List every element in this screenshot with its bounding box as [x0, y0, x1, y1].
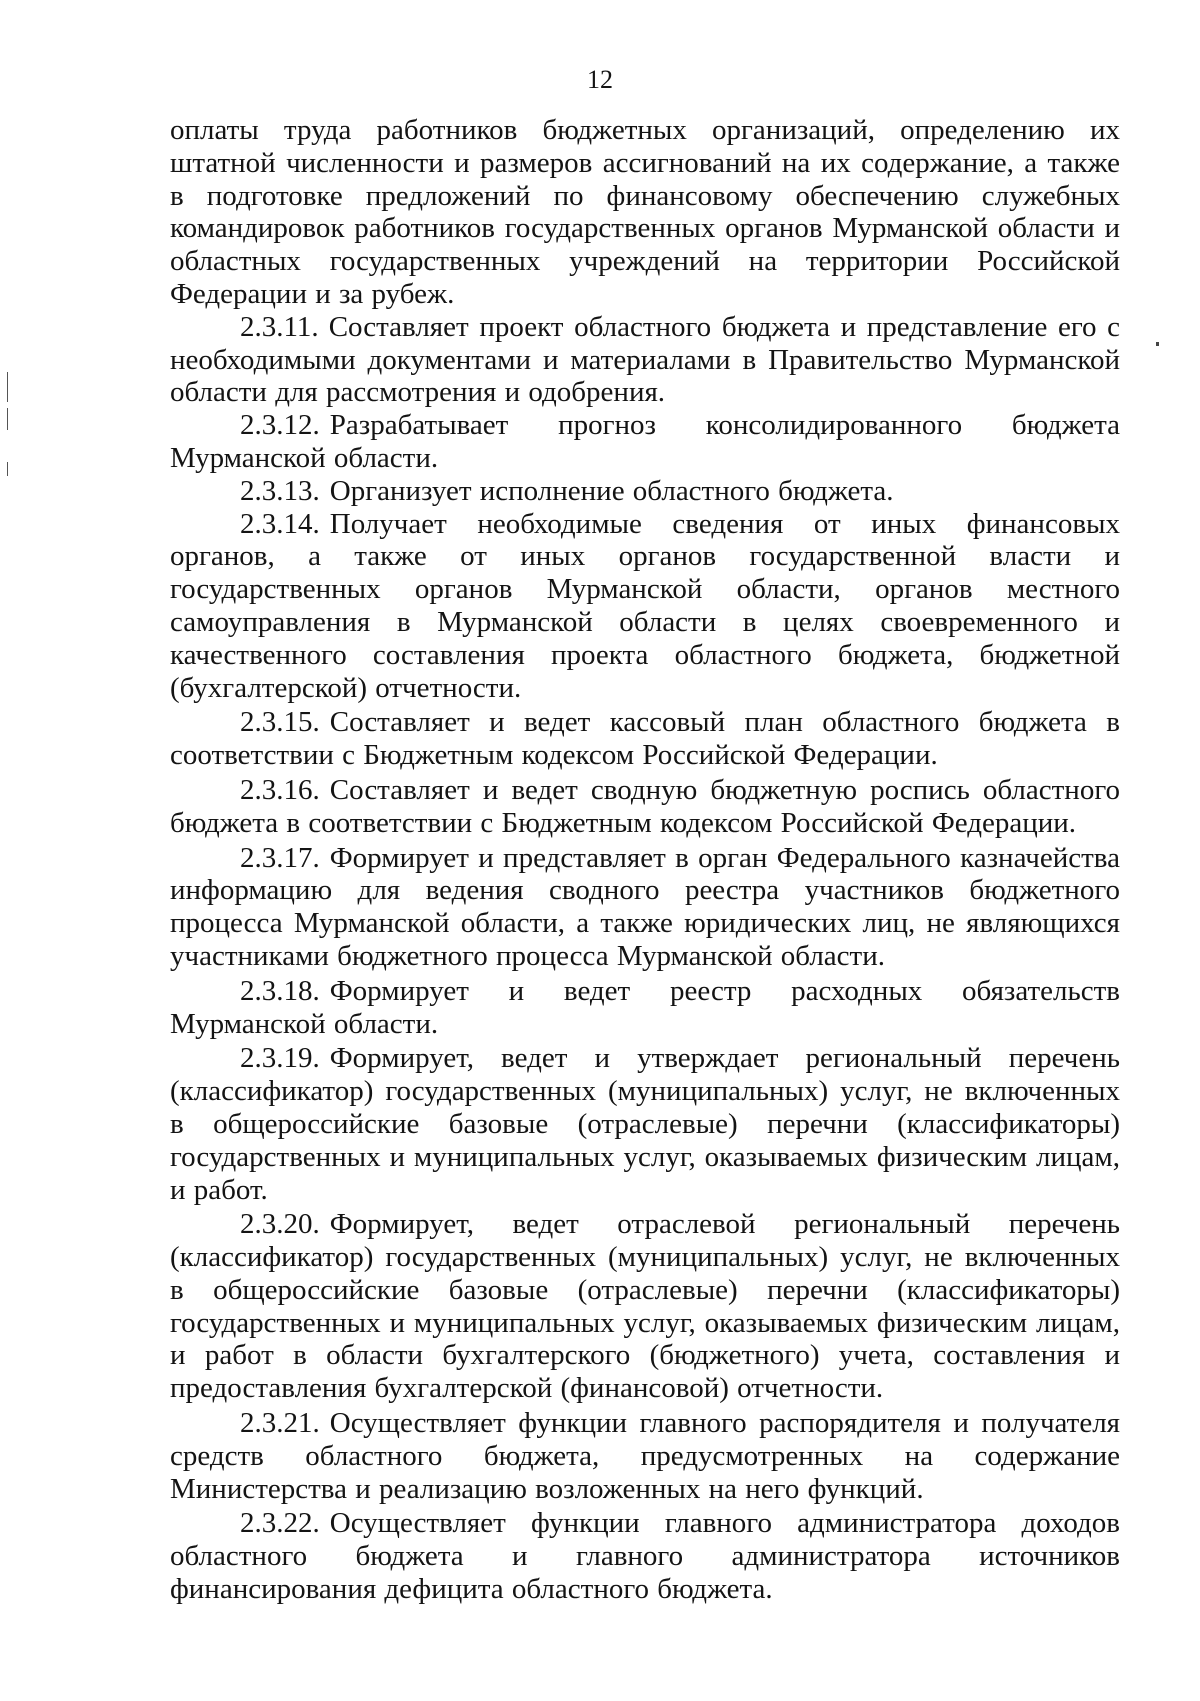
- clause-number: 2.3.15.: [240, 706, 320, 739]
- page-number: 12: [587, 65, 613, 94]
- clause-number: 2.3.20.: [240, 1208, 320, 1241]
- clause-number: 2.3.12.: [240, 409, 320, 442]
- clause-text: Формирует, ведет отраслевой региональный перечень (классификатор) государственных (муниципальных) услуг, не включенных в общероссийские базовые (отраслевые) перечни (классификаторы) государственных и муниципальных услуг, оказываемых физическим лицам, и работ в области бухгалтерского (бюджетного) учета, составления и предоставления бухгалтерской (финансовой) отчетности.: [170, 1208, 1120, 1405]
- clause-text: Формирует и представляет в орган Федерального казначейства информацию для ведения сводного реестра участников бюджетного процесса Мурманской области, а также юридических лиц, не являющихся участниками бюджетного процесса Мурманской области.: [170, 841, 1120, 972]
- clause-text: Осуществляет функции главного распорядителя и получателя средств областного бюджета, предусмотренных на содержание Министерства и реализацию возложенных на него функций.: [170, 1407, 1120, 1505]
- clause-number: 2.3.14.: [240, 507, 320, 540]
- scan-margin-mark: [7, 372, 8, 402]
- scan-margin-mark: [7, 408, 8, 430]
- scan-dot-mark: [1156, 342, 1159, 346]
- clause-2-3-20: [170, 1208, 1120, 1405]
- document-body: [170, 114, 1120, 1606]
- clause-text: Формирует и ведет реестр расходных обязательств Мурманской области.: [170, 974, 1120, 1040]
- clause-2-3-22: [170, 1507, 1120, 1605]
- clause-number: 2.3.11.: [240, 310, 319, 343]
- clause-text: Составляет и ведет кассовый план областного бюджета в соответствии с Бюджетным кодексом Российской Федерации.: [170, 706, 1120, 772]
- clause-number: 2.3.16.: [240, 773, 320, 806]
- clause-text: Организует исполнение областного бюджета.: [329, 474, 894, 507]
- clause-2-3-16: [170, 774, 1120, 840]
- clause-text: Формирует, ведет и утверждает региональный перечень (классификатор) государственных (муниципальных) услуг, не включенных в общероссийские базовые (отраслевые) перечни (классификаторы) государственных и муниципальных услуг, оказываемых физическим лицам, и работ.: [170, 1042, 1120, 1206]
- clause-text: Составляет проект областного бюджета и представление его с необходимыми документами и материалами в Правительство Мурманской области для рассмотрения и одобрения.: [170, 310, 1120, 409]
- clause-number: 2.3.21.: [240, 1407, 320, 1440]
- clause-number: 2.3.18.: [240, 974, 320, 1007]
- clause-2-3-14: [170, 508, 1120, 705]
- clause-2-3-13: [170, 475, 1120, 508]
- clause-2-3-11: [170, 311, 1120, 409]
- clause-number: 2.3.19.: [240, 1042, 320, 1075]
- clause-2-3-21: [170, 1407, 1120, 1505]
- clause-text: Разрабатывает прогноз консолидированного бюджета Мурманской области.: [170, 409, 1120, 474]
- clause-text: Составляет и ведет сводную бюджетную роспись областного бюджета в соответствии с Бюджетным кодексом Российской Федерации.: [170, 773, 1120, 839]
- clause-2-3-17: [170, 842, 1120, 973]
- clause-text: Осуществляет функции главного администратора доходов областного бюджета и главного администратора источников финансирования дефицита областного бюджета.: [170, 1507, 1120, 1606]
- clause-2-3-12: [170, 409, 1120, 475]
- clause-number: 2.3.13.: [240, 474, 320, 507]
- paragraph-continuation: [170, 114, 1120, 311]
- clause-number: 2.3.17.: [240, 841, 320, 874]
- paragraph-text: оплаты труда работников бюджетных организаций, определению их штатной численности и размеров ассигнований на их содержание, а также в подготовке предложений по финансовому обеспечению служебных командировок работников государственных органов Мурманской области и областных государственных учреждений на территории Российской Федерации и за рубеж.: [170, 114, 1120, 310]
- scan-margin-mark: [7, 462, 8, 476]
- clause-number: 2.3.22.: [240, 1507, 320, 1540]
- clause-2-3-19: [170, 1042, 1120, 1206]
- clause-2-3-15: [170, 706, 1120, 772]
- clause-text: Получает необходимые сведения от иных финансовых органов, а также от иных органов государственной власти и государственных органов Мурманской области, органов местного самоуправления в Мурманской области в целях своевременного и качественного составления проекта областного бюджета, бюджетной (бухгалтерской) отчетности.: [170, 507, 1120, 704]
- clause-2-3-18: [170, 975, 1120, 1041]
